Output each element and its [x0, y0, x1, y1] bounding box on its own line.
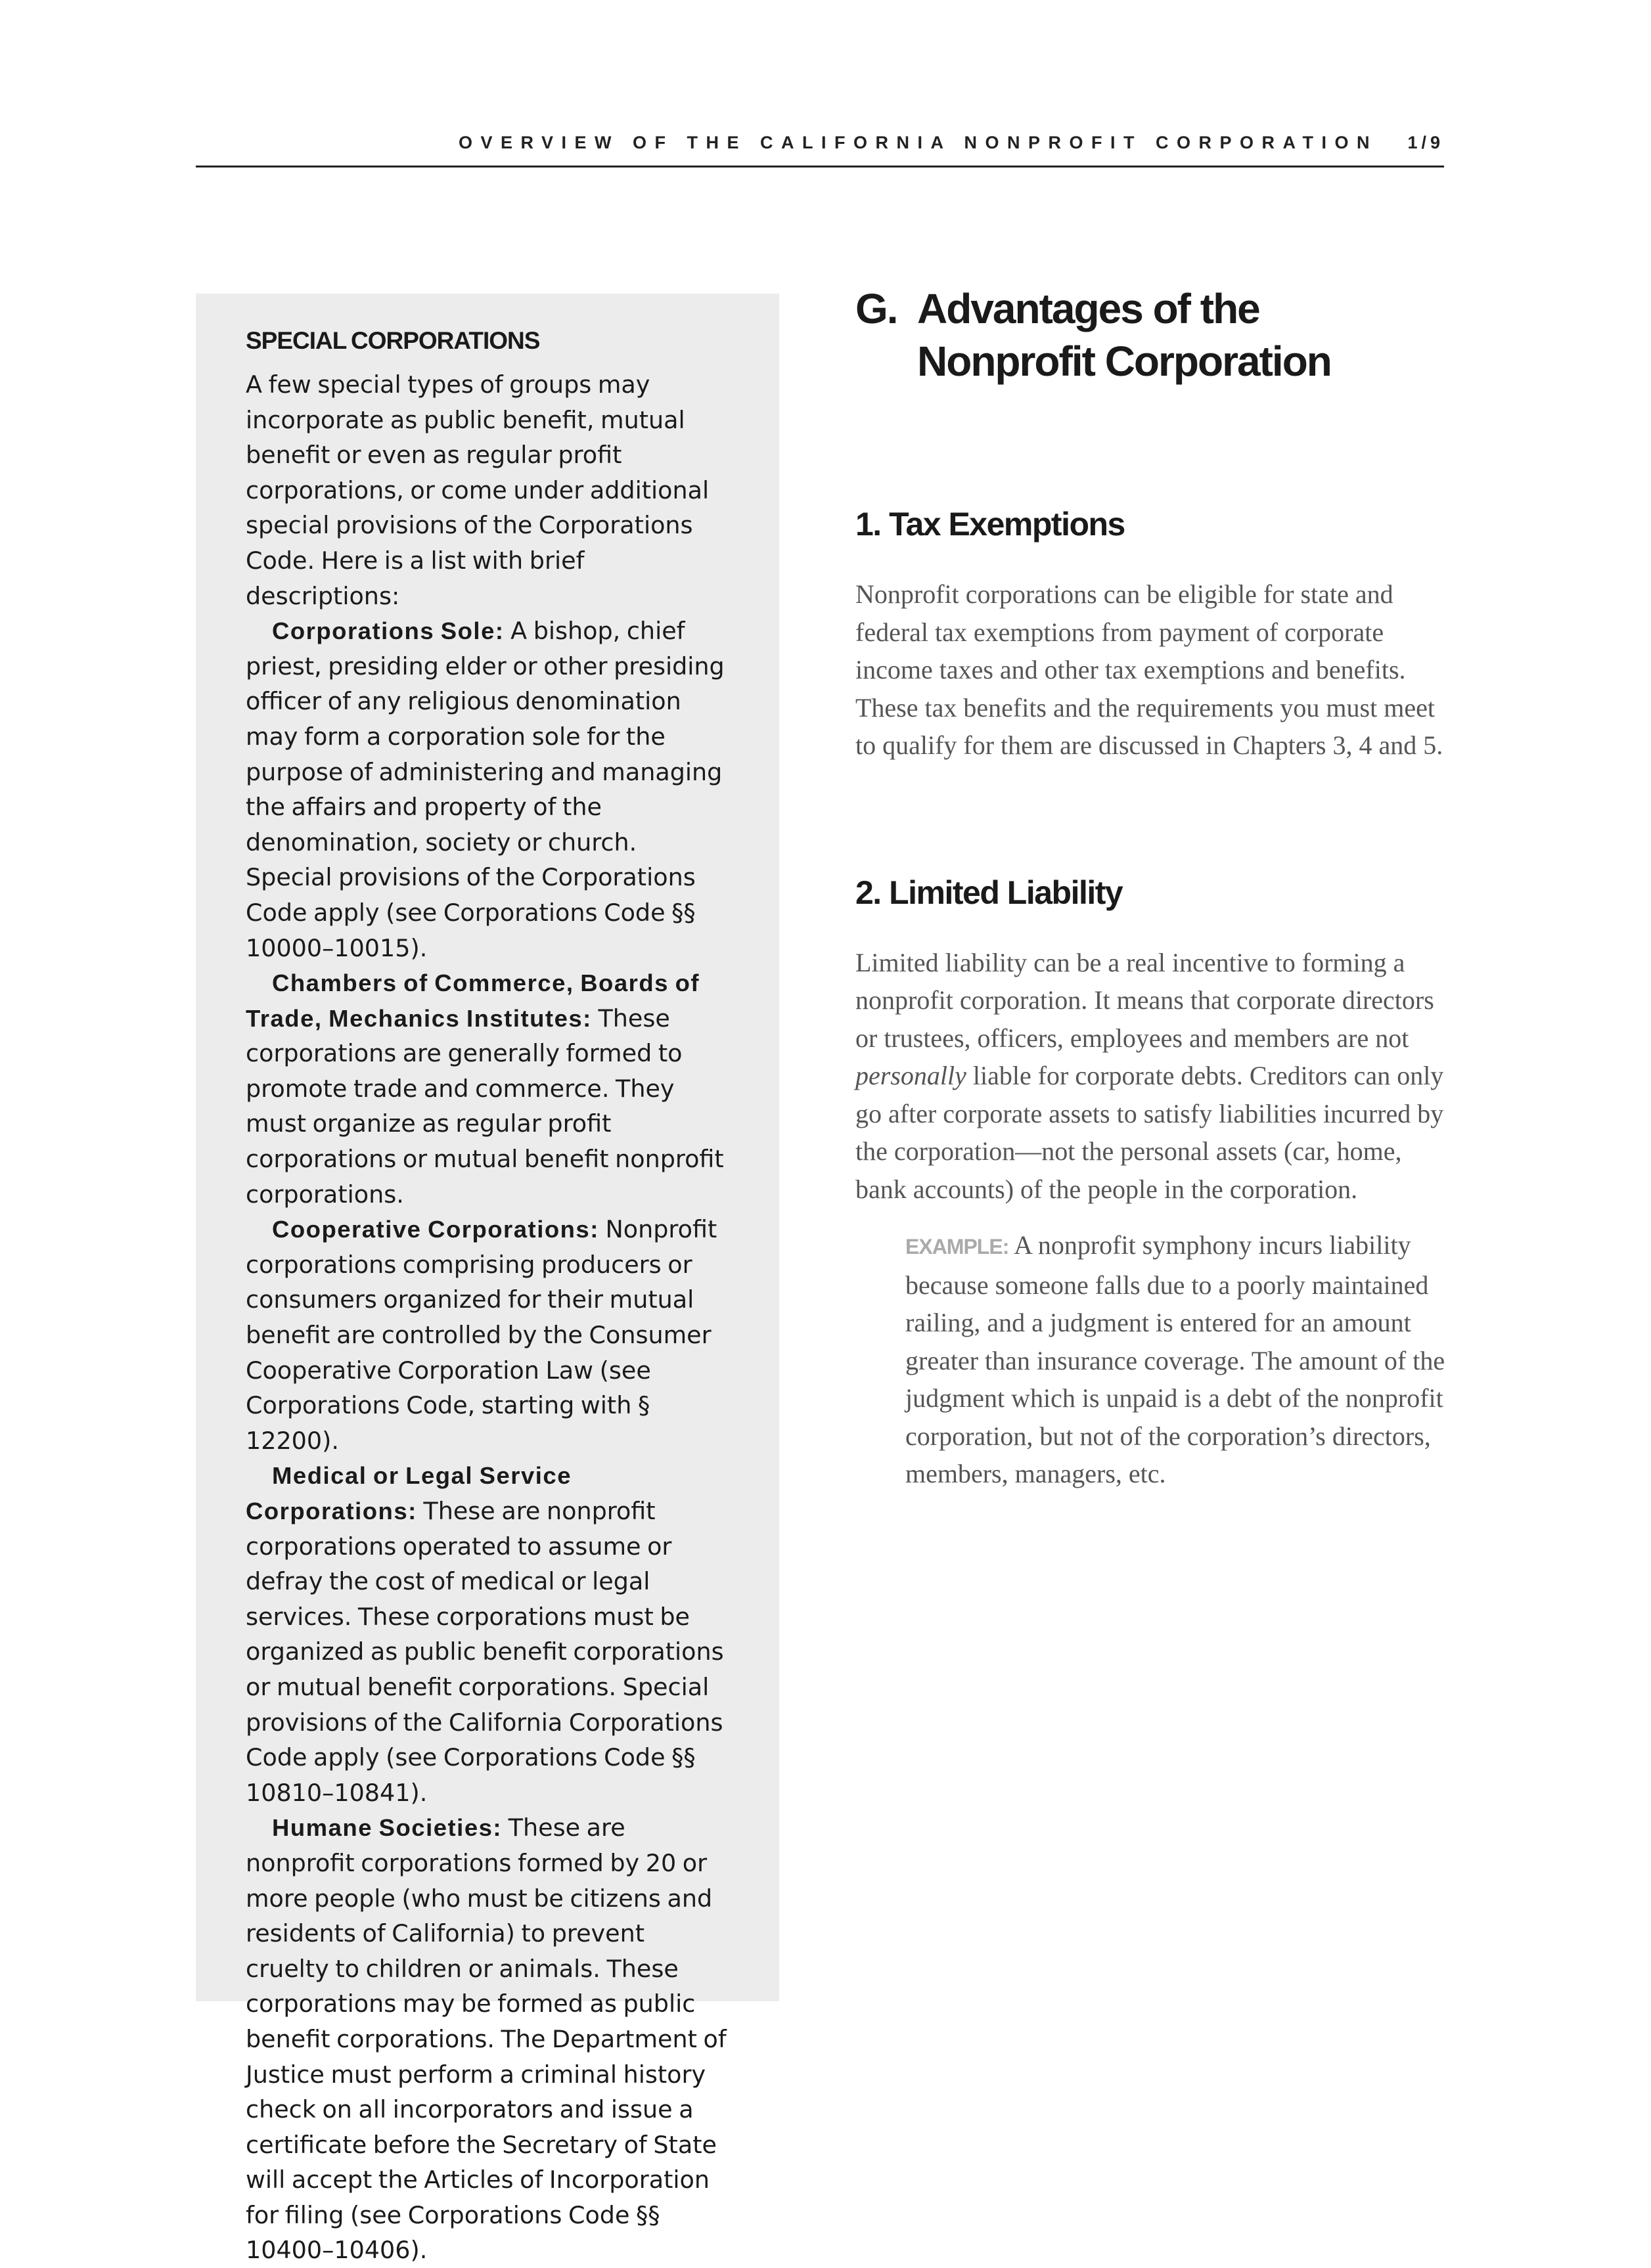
section-title: Advantages of the Nonprofit Corporation: [917, 285, 1331, 385]
subsection-number: 2.: [855, 874, 881, 911]
entry-lead: Humane Societies:: [272, 1814, 503, 1842]
running-head: [196, 129, 1444, 167]
entry-text: A bishop, chief priest, presiding elder or other presiding officer of any religious denomination may form a corporation sole for the purpose of administering and managing the affairs and property of the denomination, society or church. Special provisions of the Corporations Code apply (see Corporations Code §§ 10000–10015).: [246, 617, 725, 962]
subsection-heading-tax-exemptions: [855, 504, 1447, 544]
entry-text: Nonprofit corporations comprising producers or consumers organized for their mutual benefit are controlled by the Consumer Cooperative Corporation Law (see Corporations Code, starting with § 12200).: [246, 1215, 717, 1455]
sidebar-entry-medical-legal-service: [246, 1458, 729, 1810]
example-text: A nonprofit symphony incurs liability because someone falls due to a poorly maintained railing, and a judgment is entered for an amount greater than insurance coverage. The amount of the judgment which is unpaid is a debt of the nonprofit corporation, but not of the corporation’s directors, members, managers, etc.: [905, 1230, 1445, 1488]
subsection-title: Limited Liability: [889, 874, 1123, 911]
section-heading: [855, 282, 1447, 388]
example-block: [855, 1226, 1447, 1493]
sidebar-entry-chambers-of-commerce: [246, 966, 729, 1212]
example-label: EXAMPLE:: [905, 1235, 1009, 1258]
tax-exemptions-body: Nonprofit corporations can be eligible for state and federal tax exemptions from payment of corporate income taxes and other tax exemptions and benefits. These tax benefits and the requirements you must meet to qualify for them are discussed in Chapters 3, 4 and 5.: [855, 579, 1443, 760]
entry-text: These corporations are generally formed to promote trade and commerce. They must organize as regular profit corporations or mutual benefit nonprofit corporations.: [246, 1004, 724, 1209]
special-corporations-sidebar: [196, 294, 779, 2265]
limited-liability-body: [855, 944, 1447, 1209]
page-number: 1/9: [1407, 133, 1444, 152]
entry-lead: Corporations Sole:: [272, 617, 505, 645]
section-letter: G.: [855, 285, 897, 332]
main-column: [855, 282, 1447, 1493]
sidebar-intro: A few special types of groups may incorporate as public benefit, mutual benefit or even as regular profit corporations, or come under additional special provisions of the Corporations Code. Here is a list with brief descriptions:: [246, 370, 710, 610]
body-text: liable for corporate debts. Creditors can only go after corporate assets to satisfy liabilities incurred by the corporation—not the personal assets (car, home, bank accounts) of the people in the corporation.: [855, 1061, 1444, 1204]
body-emphasis: personally: [855, 1061, 966, 1090]
running-head-title: OVERVIEW OF THE CALIFORNIA NONPROFIT CORPORATION: [459, 133, 1378, 152]
subsection-heading-limited-liability: [855, 873, 1447, 912]
sidebar-heading: SPECIAL CORPORATIONS: [246, 327, 540, 354]
entry-lead: Medical or Legal Service Corporations:: [246, 1462, 572, 1524]
entry-text: These are nonprofit corporations formed by 20 or more people (who must be citizens and residents of California) to prevent cruelty to children or animals. These corporations may be formed as public benefit corporations. The Department of Justice must perform a criminal history check on all incorporators and issue a certificate before the Secretary of State will accept the Articles of Incorporation for filing (see Corporations Code §§ 10400–10406).: [246, 1813, 727, 2265]
subsection-number: 1.: [855, 506, 881, 543]
sidebar-entry-cooperative-corporations: [246, 1212, 729, 1458]
entry-text: These are nonprofit corporations operated to assume or defray the cost of medical or legal services. These corporations must be organized as public benefit corporations or mutual benefit corporations. Special provisions of the California Corporations Code apply (see Corporations Code §§ 10810–10841).: [246, 1497, 724, 1807]
sidebar-entry-humane-societies: [246, 1810, 729, 2268]
entry-lead: Chambers of Commerce, Boards of Trade, Mechanics Institutes:: [246, 969, 700, 1032]
body-text: Limited liability can be a real incentive to forming a nonprofit corporation. It means that corporate directors or trustees, officers, employees and members are not: [855, 947, 1434, 1053]
entry-lead: Cooperative Corporations:: [272, 1216, 599, 1243]
sidebar-entry-corporations-sole: [246, 613, 729, 966]
subsection-title: Tax Exemptions: [889, 506, 1125, 543]
